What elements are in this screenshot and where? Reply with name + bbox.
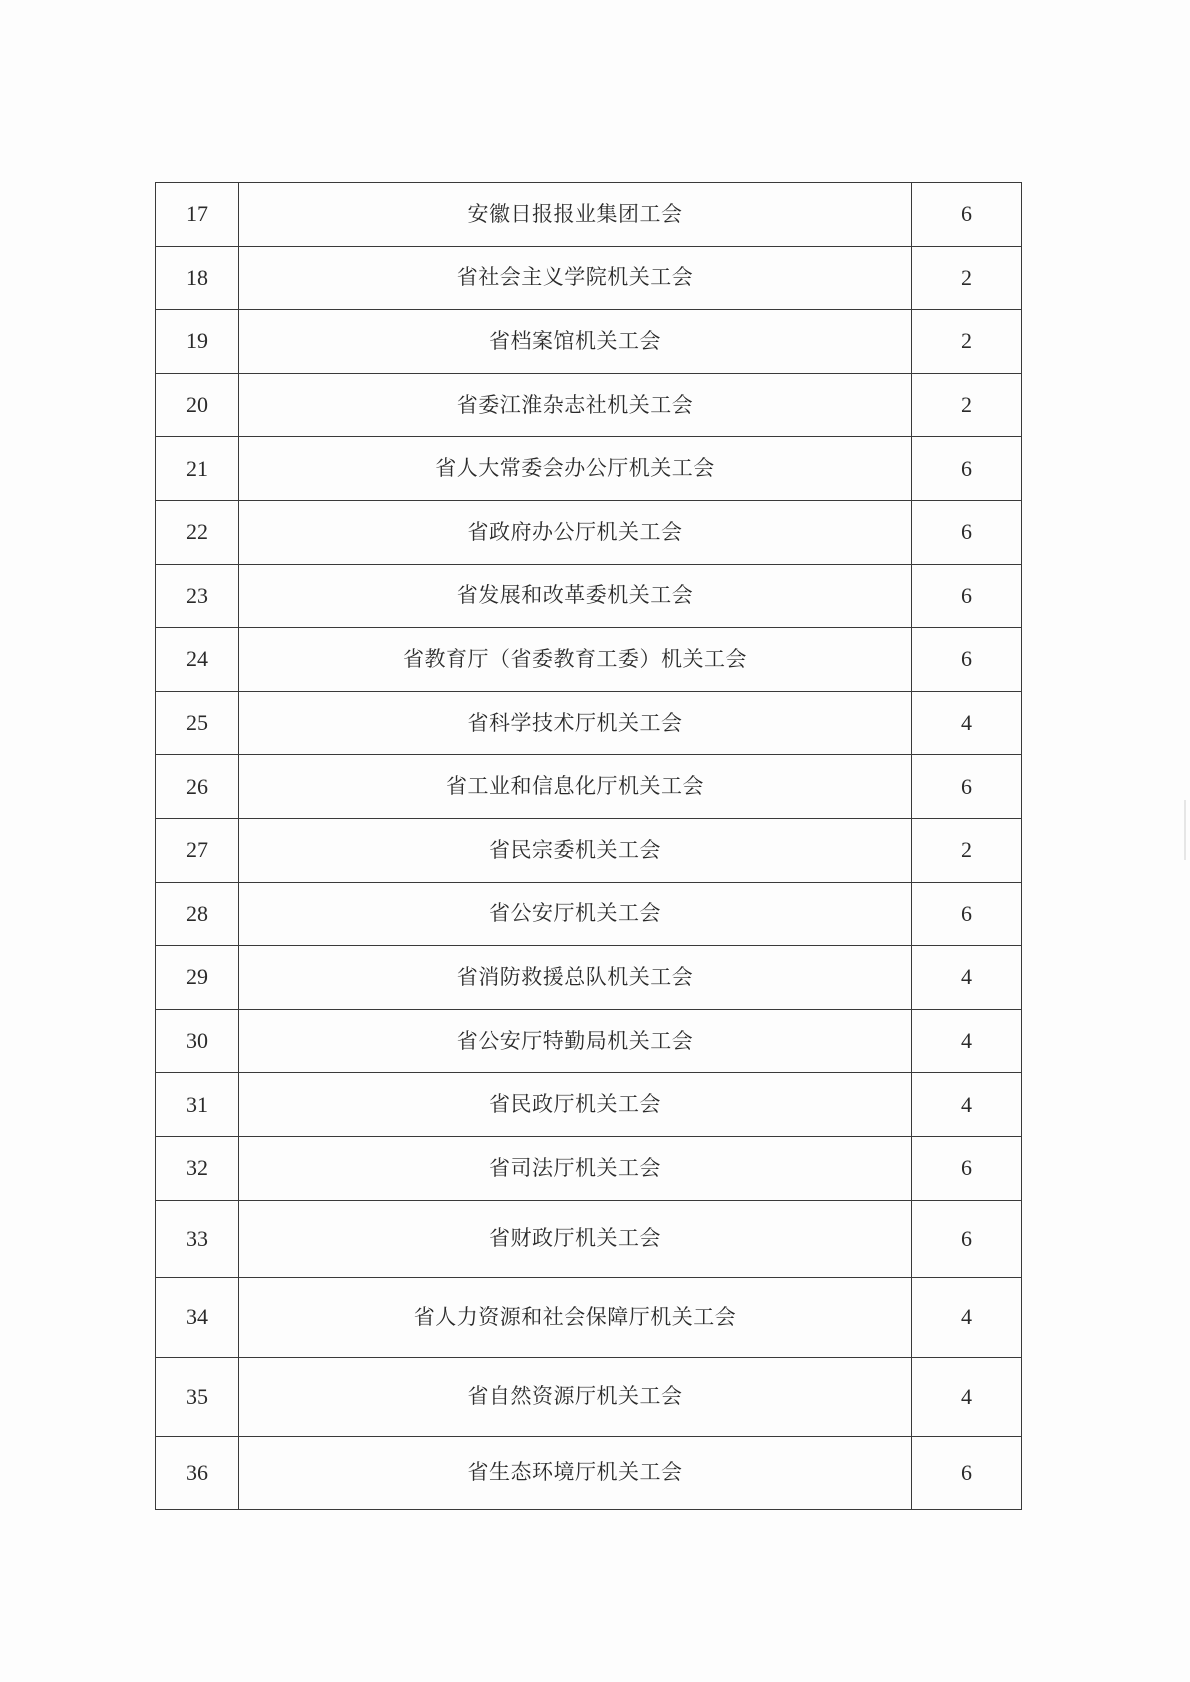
quota-count: 4 — [912, 1277, 1022, 1357]
row-index: 21 — [156, 437, 239, 501]
row-index: 18 — [156, 246, 239, 310]
quota-count: 6 — [912, 882, 1022, 946]
quota-count: 6 — [912, 1136, 1022, 1200]
table-row — [156, 755, 1022, 819]
table-row — [156, 628, 1022, 692]
row-index: 31 — [156, 1073, 239, 1137]
quota-count: 4 — [912, 946, 1022, 1010]
table-row — [156, 500, 1022, 564]
union-name: 省教育厅（省委教育工委）机关工会 — [239, 628, 912, 692]
quota-count: 4 — [912, 691, 1022, 755]
quota-count: 6 — [912, 1200, 1022, 1277]
quota-count: 4 — [912, 1009, 1022, 1073]
quota-count: 2 — [912, 310, 1022, 374]
union-name: 省发展和改革委机关工会 — [239, 564, 912, 628]
table-row — [156, 1436, 1022, 1509]
union-name: 省社会主义学院机关工会 — [239, 246, 912, 310]
union-roster-table — [155, 182, 1022, 1510]
quota-count: 6 — [912, 628, 1022, 692]
table-row — [156, 183, 1022, 247]
row-index: 28 — [156, 882, 239, 946]
roster-body — [156, 183, 1022, 1510]
row-index: 34 — [156, 1277, 239, 1357]
union-name: 省档案馆机关工会 — [239, 310, 912, 374]
row-index: 26 — [156, 755, 239, 819]
table-row — [156, 246, 1022, 310]
union-name: 省司法厅机关工会 — [239, 1136, 912, 1200]
row-index: 19 — [156, 310, 239, 374]
row-index: 36 — [156, 1436, 239, 1509]
table-row — [156, 1073, 1022, 1137]
quota-count: 6 — [912, 755, 1022, 819]
union-name: 省公安厅机关工会 — [239, 882, 912, 946]
row-index: 22 — [156, 500, 239, 564]
scan-edge-mark — [1184, 800, 1186, 860]
table-row — [156, 564, 1022, 628]
quota-count: 6 — [912, 437, 1022, 501]
row-index: 20 — [156, 373, 239, 437]
table-row — [156, 1009, 1022, 1073]
row-index: 27 — [156, 818, 239, 882]
union-name: 安徽日报报业集团工会 — [239, 183, 912, 247]
table-row — [156, 946, 1022, 1010]
row-index: 29 — [156, 946, 239, 1010]
row-index: 23 — [156, 564, 239, 628]
table-row — [156, 437, 1022, 501]
table-row — [156, 1136, 1022, 1200]
quota-count: 4 — [912, 1073, 1022, 1137]
union-name: 省生态环境厅机关工会 — [239, 1436, 912, 1509]
row-index: 25 — [156, 691, 239, 755]
table-row — [156, 882, 1022, 946]
union-name: 省工业和信息化厅机关工会 — [239, 755, 912, 819]
quota-count: 6 — [912, 1436, 1022, 1509]
table-row — [156, 310, 1022, 374]
quota-count: 6 — [912, 564, 1022, 628]
quota-count: 6 — [912, 500, 1022, 564]
table-row — [156, 373, 1022, 437]
quota-count: 4 — [912, 1357, 1022, 1436]
union-name: 省消防救援总队机关工会 — [239, 946, 912, 1010]
union-name: 省人大常委会办公厅机关工会 — [239, 437, 912, 501]
quota-count: 2 — [912, 246, 1022, 310]
table-row — [156, 1277, 1022, 1357]
union-name: 省人力资源和社会保障厅机关工会 — [239, 1277, 912, 1357]
quota-count: 6 — [912, 183, 1022, 247]
union-name: 省公安厅特勤局机关工会 — [239, 1009, 912, 1073]
union-name: 省政府办公厅机关工会 — [239, 500, 912, 564]
union-name: 省自然资源厅机关工会 — [239, 1357, 912, 1436]
table-row — [156, 691, 1022, 755]
union-name: 省科学技术厅机关工会 — [239, 691, 912, 755]
union-name: 省委江淮杂志社机关工会 — [239, 373, 912, 437]
quota-count: 2 — [912, 373, 1022, 437]
row-index: 35 — [156, 1357, 239, 1436]
row-index: 30 — [156, 1009, 239, 1073]
row-index: 24 — [156, 628, 239, 692]
quota-count: 2 — [912, 818, 1022, 882]
row-index: 17 — [156, 183, 239, 247]
union-name: 省民政厅机关工会 — [239, 1073, 912, 1137]
row-index: 33 — [156, 1200, 239, 1277]
table-row — [156, 1357, 1022, 1436]
row-index: 32 — [156, 1136, 239, 1200]
table-row — [156, 1200, 1022, 1277]
union-name: 省民宗委机关工会 — [239, 818, 912, 882]
table-row — [156, 818, 1022, 882]
union-name: 省财政厅机关工会 — [239, 1200, 912, 1277]
